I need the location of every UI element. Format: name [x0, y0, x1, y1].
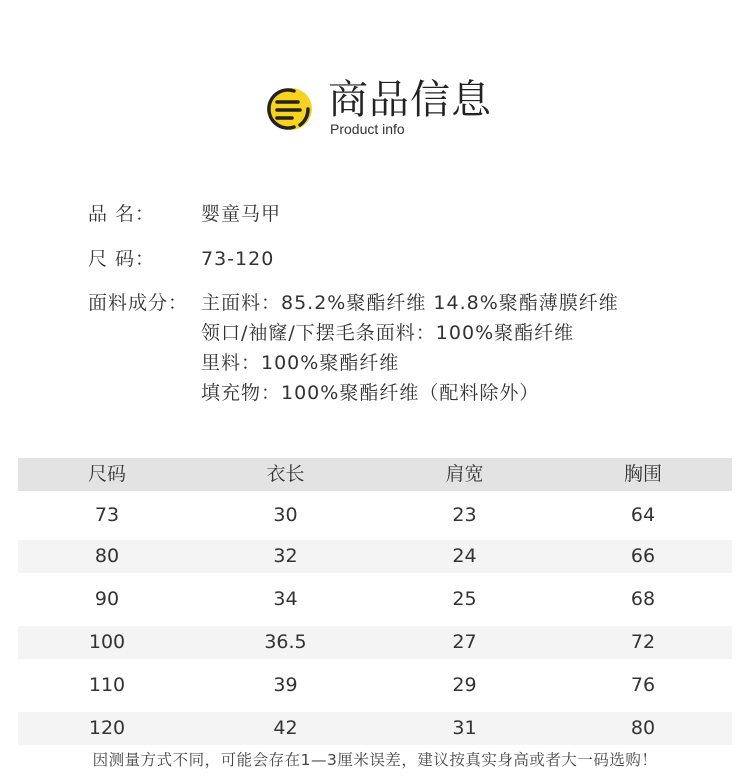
product-info-header [264, 74, 524, 144]
material-line: 主面料：85.2%聚酯纤维 14.8%聚酯薄膜纤维 [201, 292, 619, 314]
table-cell: 31 [452, 717, 477, 739]
table-cell: 68 [630, 588, 656, 610]
table-cell: 25 [452, 588, 477, 610]
page-subtitle: Product info [330, 121, 405, 137]
table-cell: 34 [273, 588, 298, 610]
table-row [18, 499, 732, 532]
table-cell: 66 [630, 545, 656, 567]
table-header-cell: 胸围 [623, 463, 662, 485]
table-header-cell: 衣长 [266, 463, 305, 485]
page-title: 商品信息 [328, 77, 492, 123]
table-row [18, 626, 732, 659]
table-cell: 100 [88, 631, 126, 653]
table-header-cell: 尺码 [87, 463, 126, 485]
table-row [18, 712, 732, 745]
table-cell: 90 [94, 588, 120, 610]
table-cell: 120 [88, 717, 126, 739]
table-row [18, 583, 732, 616]
table-cell: 27 [452, 631, 477, 653]
table-cell: 39 [273, 674, 298, 696]
table-cell: 64 [630, 504, 656, 526]
table-cell: 80 [94, 545, 120, 567]
table-cell: 23 [452, 504, 477, 526]
table-cell: 73 [94, 504, 120, 526]
table-cell: 110 [88, 674, 126, 696]
table-cell: 42 [273, 717, 298, 739]
info-value-name: 婴童马甲 [201, 203, 282, 225]
material-line: 领口/袖窿/下摆毛条面料：100%聚酯纤维 [201, 322, 575, 344]
measurement-note: 因测量方式不同，可能会存在1—3厘米误差，建议按真实身高或者大一码选购！ [92, 751, 658, 769]
table-cell: 29 [452, 674, 477, 696]
document-lines-icon [264, 84, 314, 134]
material-lines [201, 288, 619, 408]
info-value-size: 73-120 [201, 248, 275, 270]
table-cell: 80 [630, 717, 656, 739]
table-cell: 30 [273, 504, 298, 526]
table-cell: 32 [273, 545, 298, 567]
table-cell: 36.5 [264, 631, 307, 653]
info-label-name: 品 名： [88, 203, 156, 225]
material-line: 填充物：100%聚酯纤维（配料除外） [201, 382, 540, 404]
table-cell: 76 [630, 674, 656, 696]
table-header-row [18, 458, 732, 491]
table-row [18, 540, 732, 573]
material-line: 里料：100%聚酯纤维 [201, 352, 400, 374]
info-label-material: 面料成分： [88, 292, 189, 314]
table-cell: 72 [630, 631, 656, 653]
table-header-cell: 肩宽 [445, 463, 484, 485]
table-cell: 24 [452, 545, 477, 567]
info-label-size: 尺 码： [88, 248, 156, 270]
table-row [18, 669, 732, 702]
